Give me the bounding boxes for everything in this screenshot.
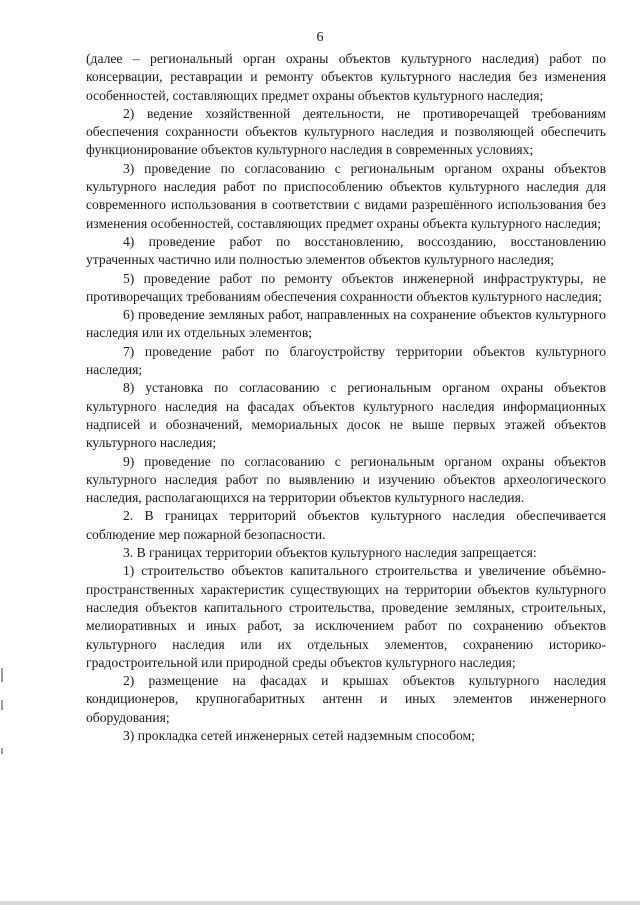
page-number: 6 (316, 30, 324, 45)
paragraph: 8) установка по согласованию с региональным органом охраны объектов культурного наследия на фасадах объектов культурного наследия информационных надписей и обозначений, мемориальных досок не выше первых этажей объектов культурного наследия; (86, 380, 606, 451)
paragraph: 9) проведение по согласованию с региональным органом охраны объектов культурного наследия работ по выявлению и изучению объектов археологического наследия, располагающихся на территории объектов культурного наследия. (86, 453, 606, 506)
paragraph: 5) проведение работ по ремонту объектов инженерной инфраструктуры, не противоречащих требованиям обеспечения сохранности объектов культурного наследия; (86, 270, 606, 304)
scan-edge (0, 0, 6, 905)
paragraph: 2. В границах территорий объектов культурного наследия обеспечивается соблюдение мер пожарной безопасности. (86, 508, 606, 542)
paragraph: 3. В границах территории объектов культурного наследия запрещается: (123, 545, 537, 561)
paragraph: 3) проведение по согласованию с региональным органом охраны объектов культурного наследия работ по приспособлению объектов культурного наследия для современного использования в соответствии с видами разрешённого использования без изменения особенностей, составляющих предмет охраны объекта культурного наследия; (86, 160, 606, 231)
paragraph: 7) проведение работ по благоустройству территории объектов культурного наследия; (86, 343, 606, 378)
paragraph: 4) проведение работ по восстановлению, воссозданию, восстановлению утраченных частично или полностью элементов объектов культурного наследия; (86, 233, 606, 268)
paragraph: 2) размещение на фасадах и крышах объектов культурного наследия кондиционеров, крупногабаритных антенн и иных элементов инженерного оборудования; (86, 673, 606, 725)
paragraph: 6) проведение земляных работ, направленных на сохранение объектов культурного наследия или их отдельных элементов; (86, 307, 606, 341)
paragraph: 2) ведение хозяйственной деятельности, не противоречащей требованиям обеспечения сохранности объектов культурного наследия и позволяющей обеспечить функционирование объектов культурного наследия в современных условиях; (86, 105, 606, 158)
document-body (86, 50, 606, 745)
paragraph: 1) строительство объектов капитального строительства и увеличение объёмно-пространственных характеристик существующих на территории объектов культурного наследия объектов капитального строительства, проведение земляных, строительных, мелиоративных и иных работ, за исключением работ по сохранению объектов культурного наследия или их отдельных элементов, сохранению историко-градостроительной или природной среды объектов культурного наследия; (86, 563, 606, 670)
paragraph: 3) прокладка сетей инженерных сетей надземным способом; (123, 727, 475, 743)
paragraph: (далее – региональный орган охраны объектов культурного наследия) работ по консервации, реставрации и ремонту объектов культурного наследия без изменения особенностей, составляющих предмет охраны объектов культурного наследия; (86, 51, 606, 103)
scan-bottom-edge (0, 901, 640, 905)
